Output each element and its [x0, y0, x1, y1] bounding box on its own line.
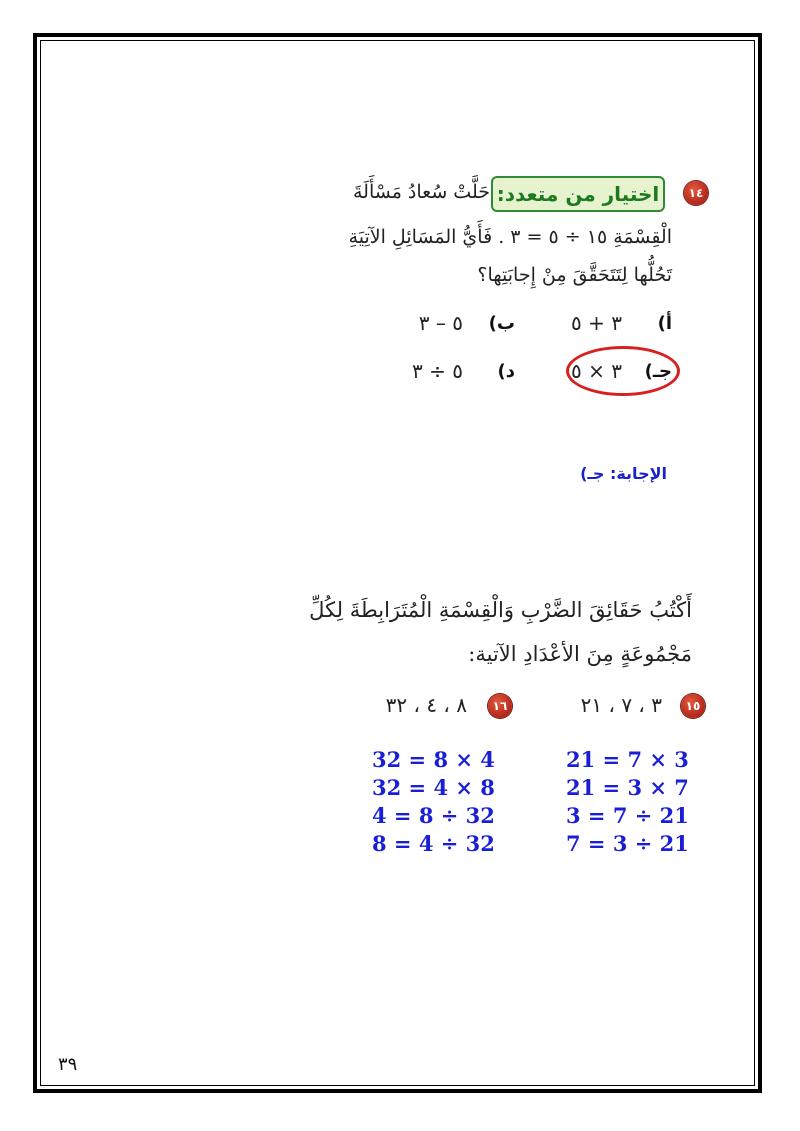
option-b-expression: ٥ – ٣: [418, 311, 463, 335]
q16-equation-4: 8 = 4 ÷ 32: [372, 831, 495, 856]
question-16-number-badge: [488, 694, 512, 718]
q16-equation-1: 32 = 8 × 4: [372, 747, 495, 772]
multiple-choice-tag: [491, 176, 665, 212]
question-16-numbers: ٨ ، ٤ ، ٣٢: [385, 693, 467, 717]
question-14-number: ١٤: [688, 186, 704, 200]
section-heading-line-1: أَكْتُبُ حَقَائِقَ الضَّرْبِ وَالْقِسْمَةِ الْمُتَرَابِطَةَ لِكُلِّ: [309, 598, 692, 622]
question-15-numbers: ٣ ، ٧ ، ٢١: [580, 693, 662, 717]
question-14-number-badge: [684, 181, 708, 205]
q15-equation-4: 7 = 3 ÷ 21: [566, 831, 689, 856]
option-d-expression: ٥ ÷ ٣: [412, 359, 463, 383]
q15-equation-3: 3 = 7 ÷ 21: [566, 803, 689, 828]
question-14-line-2: الْقِسْمَةِ ١٥ ÷ ٥ = ٣ . فَأَيُّ المَسَائِلِ الآتِيَةِ: [348, 226, 672, 248]
question-14-answer: الإجابة: جـ): [580, 464, 667, 483]
option-c-letter: جـ): [644, 361, 672, 382]
option-a-expression: ٣ + ٥: [571, 311, 622, 335]
option-a-letter: أ): [657, 313, 672, 334]
option-b-letter: ب): [488, 313, 515, 334]
multiple-choice-tag-label: اختيار من متعدد:: [496, 182, 660, 206]
question-16-number: ١٦: [492, 699, 508, 713]
question-14-line-1: حَلَّتْ سُعادُ مَسْأَلَةَ: [353, 181, 490, 203]
q15-equation-1: 21 = 7 × 3: [566, 747, 689, 772]
question-15-number: ١٥: [685, 699, 701, 713]
page-number: ٣٩: [58, 1054, 78, 1075]
question-15-number-badge: [681, 694, 705, 718]
section-heading-line-2: مَجْمُوعَةٍ مِنَ الأعْدَادِ الآتية:: [468, 642, 692, 666]
question-14-line-3: تَحُلُّها لِتَتَحَقَّقَ مِنْ إِجابَتِها؟: [477, 264, 672, 286]
q16-equation-3: 4 = 8 ÷ 32: [372, 803, 495, 828]
q16-equation-2: 32 = 4 × 8: [372, 775, 495, 800]
option-d-letter: د): [497, 361, 515, 382]
q15-equation-2: 21 = 3 × 7: [566, 775, 689, 800]
option-c-expression: ٣ × ٥: [571, 359, 622, 383]
